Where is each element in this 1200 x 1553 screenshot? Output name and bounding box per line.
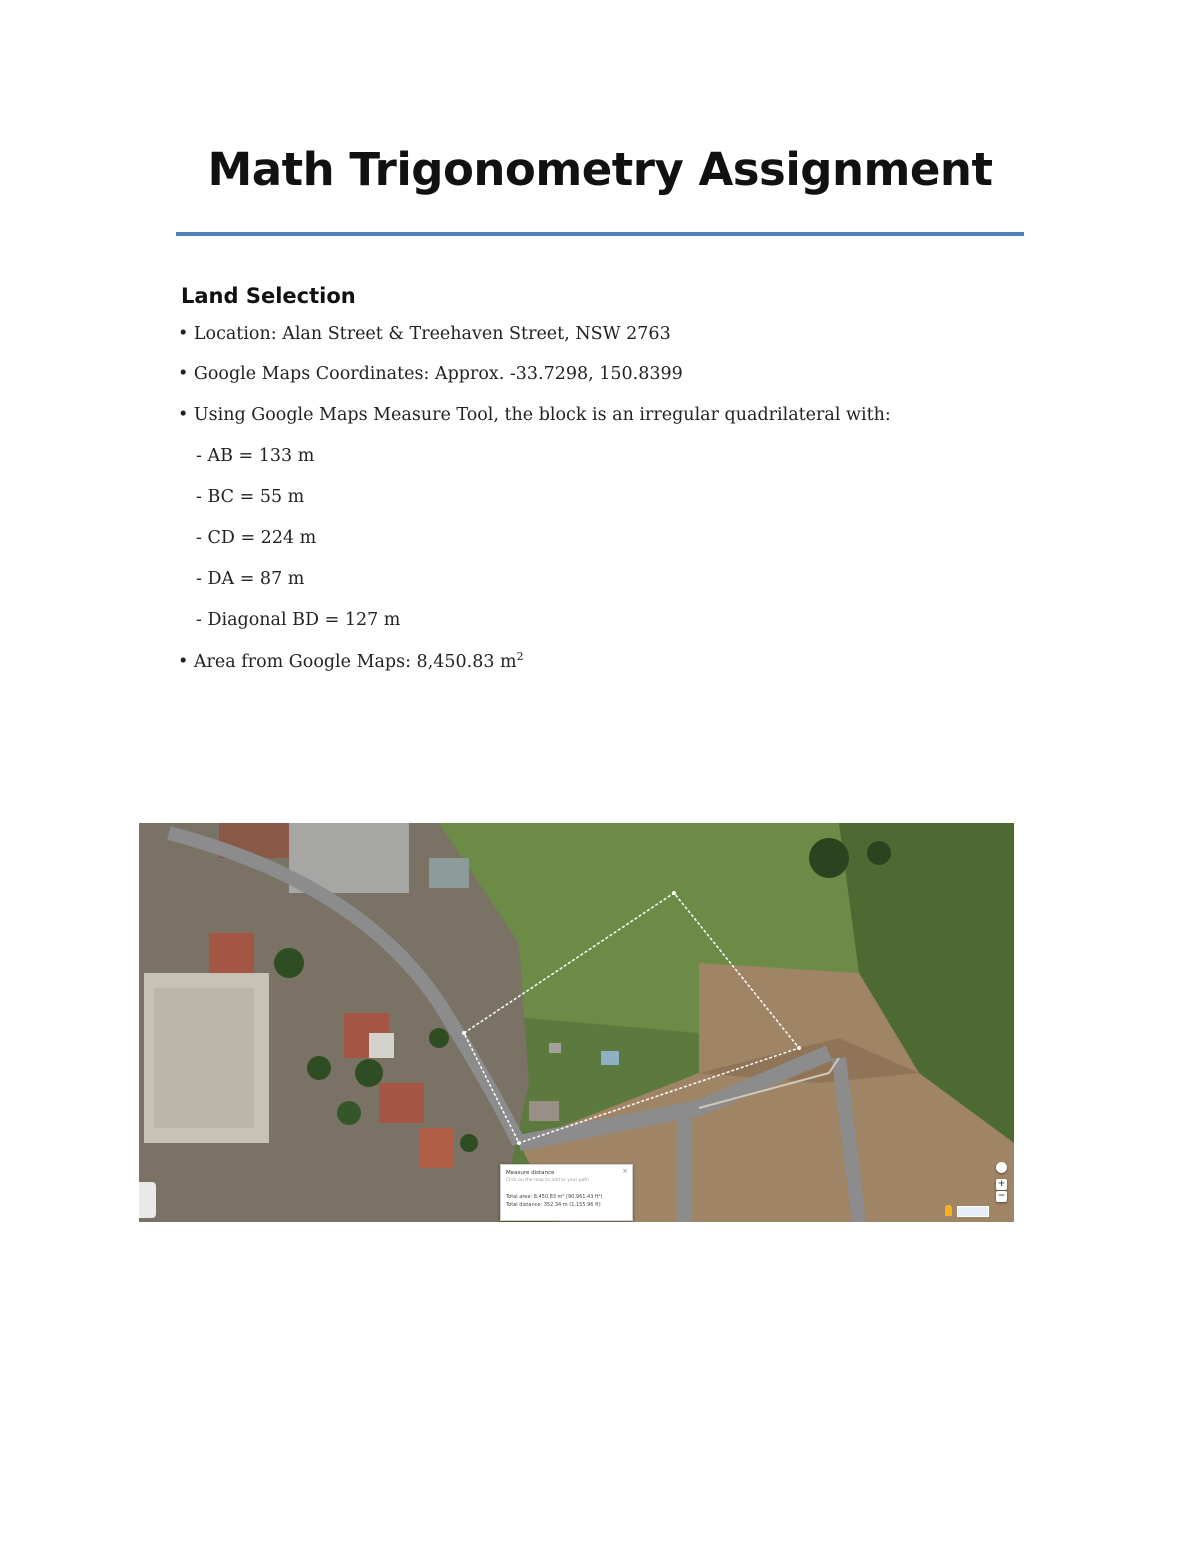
compass-icon[interactable] [996,1162,1007,1173]
pegman-icon[interactable] [945,1205,952,1216]
bullet-icon: • [178,324,189,344]
diagonal-bd: - Diagonal BD = 127 m [196,610,401,630]
layers-icon[interactable] [957,1206,989,1217]
area-line [178,650,524,672]
location-text: Location: Alan Street & Treehaven Street, NSW 2763 [193,324,671,344]
zoom-out-button[interactable]: − [997,1191,1006,1201]
popup-subtext: Click on the map to add to your path [506,1178,590,1183]
close-icon[interactable]: × [622,1167,628,1175]
popup-distance: Total distance: 352.34 m (1,155.96 ft) [506,1202,601,1208]
popup-heading: Measure distance [506,1170,555,1176]
zoom-in-button[interactable]: + [997,1179,1006,1189]
map-graphic [139,823,1014,1222]
bullet-icon: • [178,364,189,384]
side-da: - DA = 87 m [196,569,305,589]
area-superscript: 2 [516,650,524,663]
bullet-icon: • [178,405,189,425]
measure-intro-line [178,405,891,425]
area-text: Area from Google Maps: 8,450.83 m [193,652,517,672]
location-line [178,324,671,344]
side-bc: - BC = 55 m [196,487,305,507]
side-cd: - CD = 224 m [196,528,317,548]
side-ab: - AB = 133 m [196,446,315,466]
document-title: Math Trigonometry Assignment [207,143,993,196]
map-corner-badge [139,1182,156,1218]
coordinates-line [178,364,683,384]
title-rule [176,232,1024,236]
measure-distance-popup [500,1164,633,1221]
measure-intro-text: Using Google Maps Measure Tool, the block is an irregular quadrilateral with: [193,405,891,425]
section-heading: Land Selection [181,284,356,308]
satellite-map-image [139,823,1014,1222]
bullet-icon: • [178,652,189,672]
coordinates-text: Google Maps Coordinates: Approx. -33.7298, 150.8399 [193,364,683,384]
popup-area: Total area: 8,450.83 m² (90,961.43 ft²) [506,1194,603,1200]
